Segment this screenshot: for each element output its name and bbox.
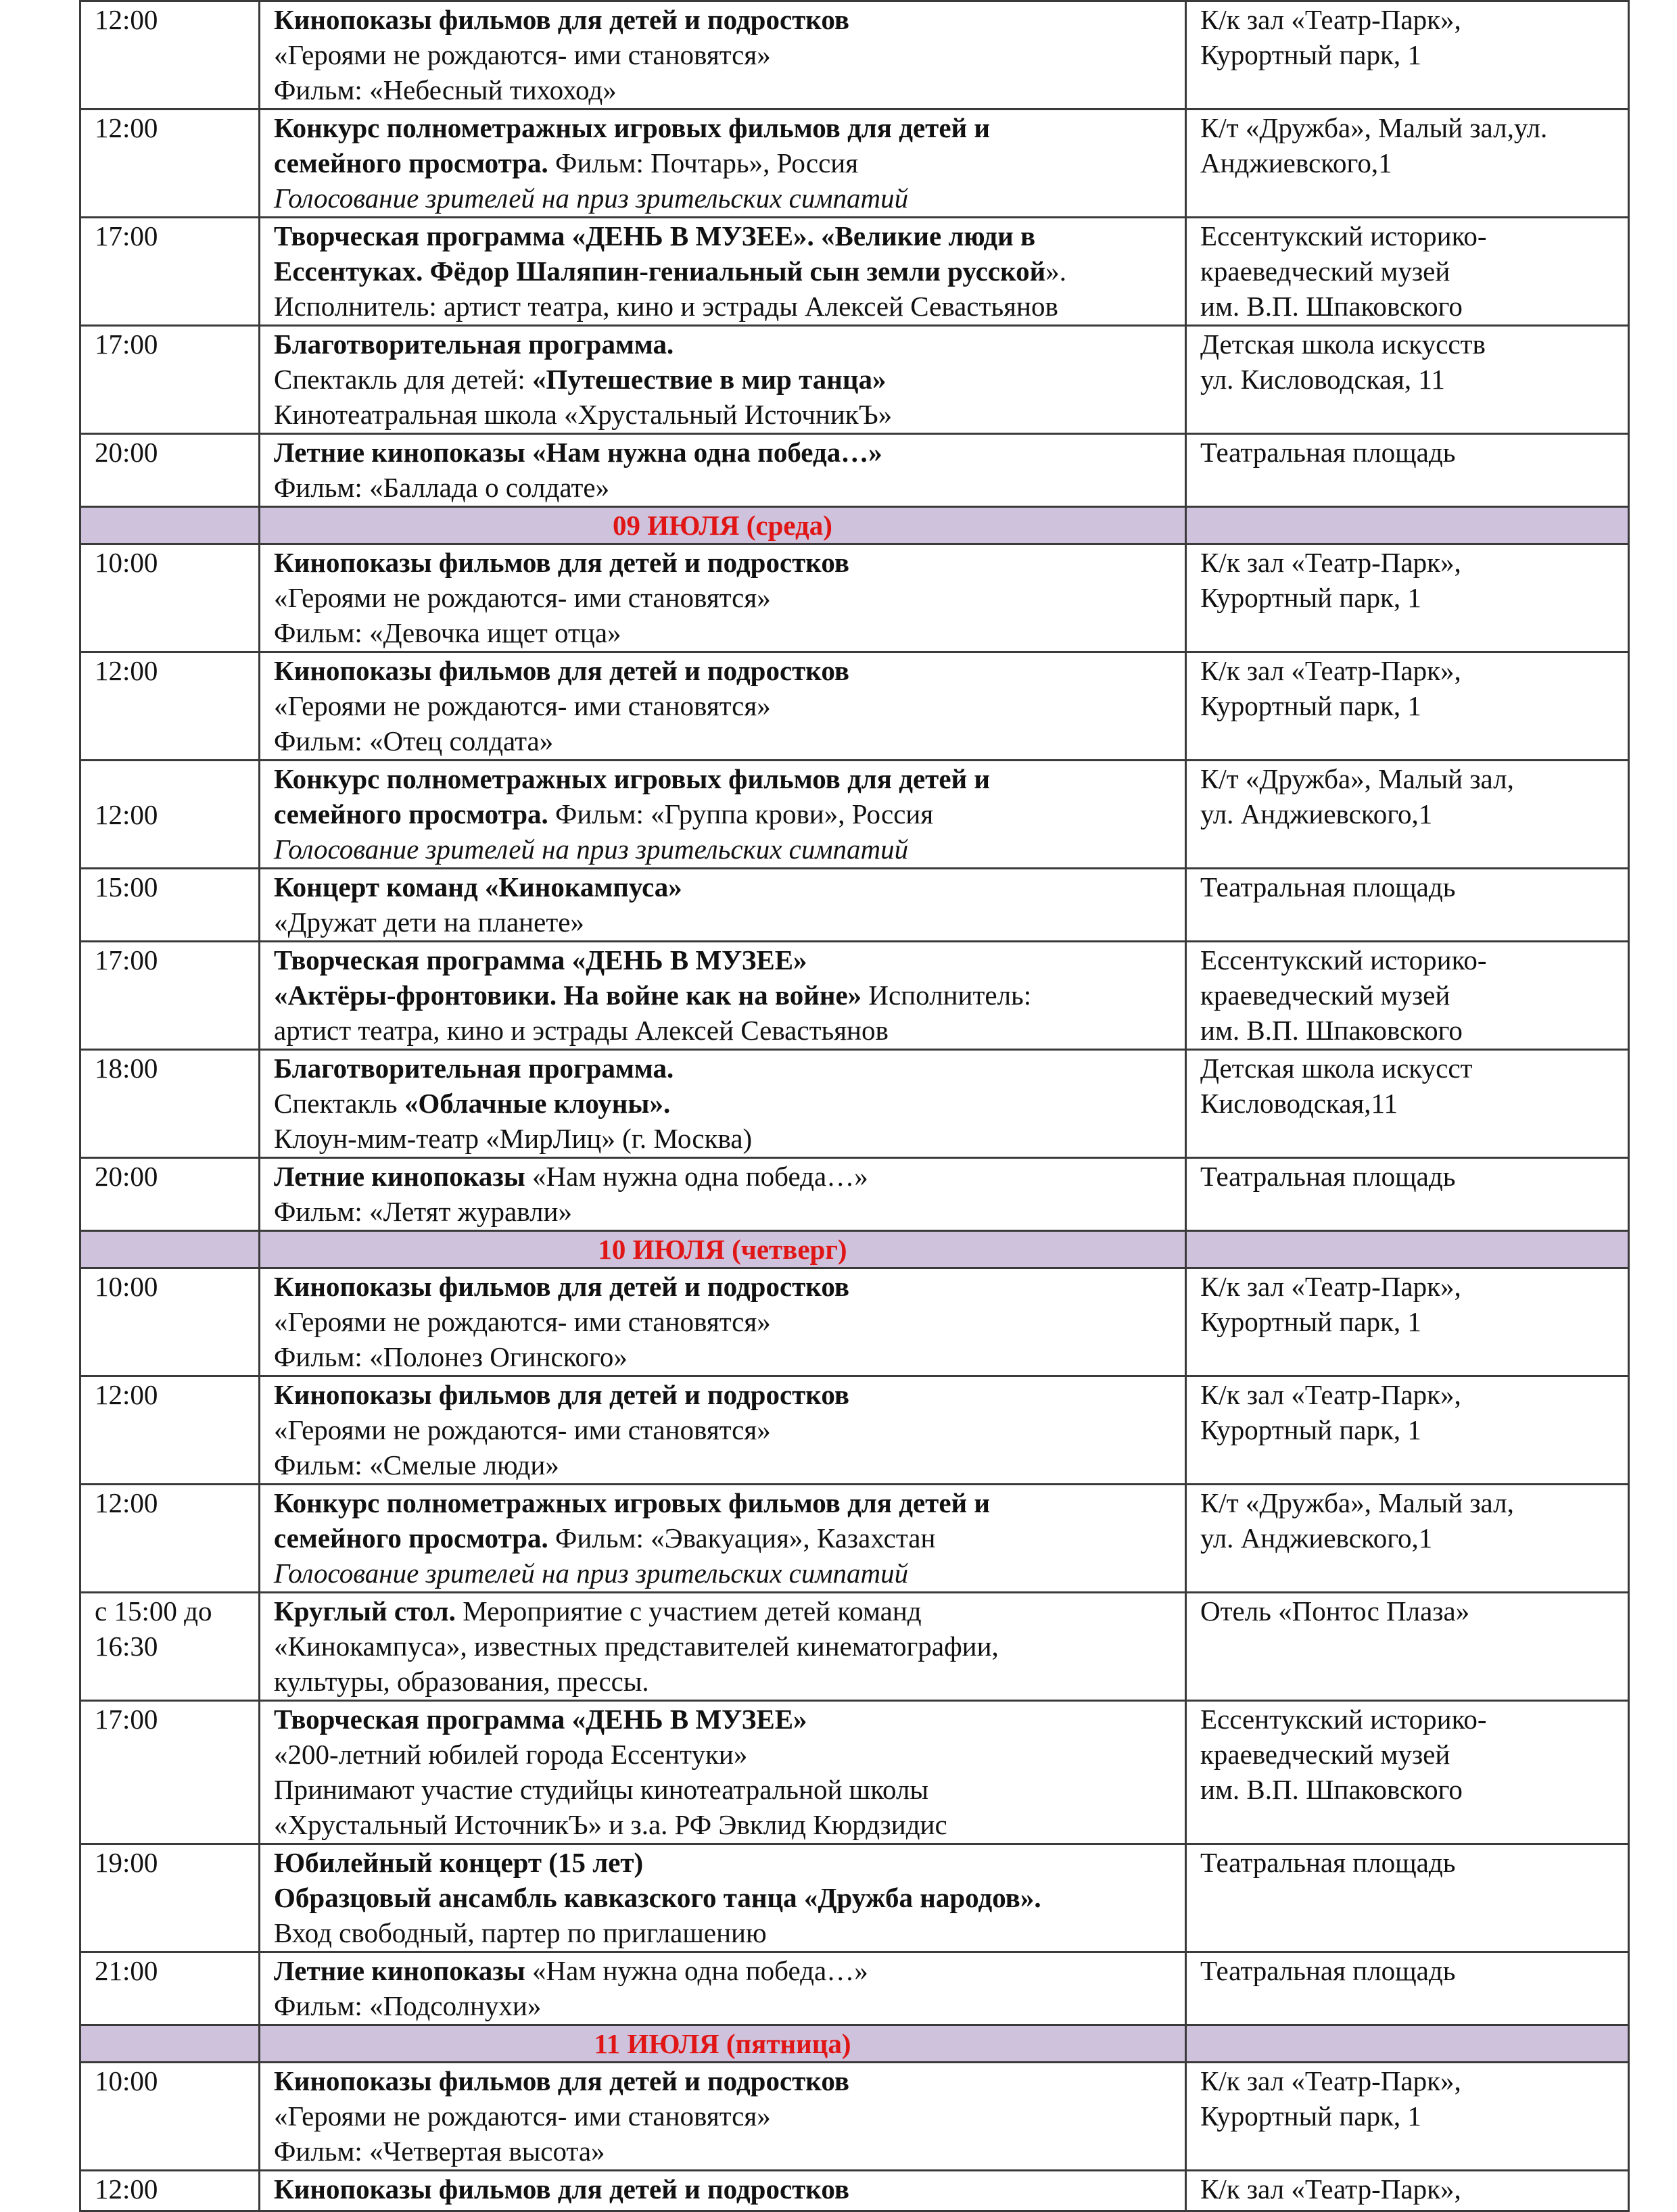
event-line [274, 1807, 1185, 1842]
event-venue-line: Курортный парк, 1 [1200, 1306, 1421, 1337]
event-text: Кинопоказы фильмов для детей и подростков [274, 547, 849, 578]
day-header-title: 09 ИЮЛЯ (среда) [260, 507, 1186, 544]
event-venue [1186, 110, 1629, 218]
event-time [80, 1376, 260, 1485]
event-text: Кинопоказы фильмов для детей и подростков [274, 1271, 849, 1302]
schedule-row [80, 1268, 1629, 1376]
event-venue-line: им. В.П. Шпаковского [1200, 291, 1463, 322]
event-time-value: 20:00 [95, 437, 158, 468]
event-text: Творческая программа «ДЕНЬ В МУЗЕЕ». «Великие люди в [274, 220, 1036, 251]
event-venue [1186, 218, 1629, 326]
event-text: Ессентуках. Фёдор Шаляпин-гениальный сын земли русской [274, 256, 1046, 287]
event-line [274, 796, 1185, 832]
event-description [260, 326, 1186, 434]
event-line [274, 1304, 1185, 1339]
event-text: Голосование зрителей на приз зрительских симпатий [274, 183, 909, 214]
event-text: Кинотеатральная школа «Хрустальный ИсточникЪ» [274, 399, 893, 430]
event-line [274, 1988, 1185, 2023]
event-text: культуры, образования, прессы. [274, 1666, 649, 1697]
event-line [274, 1051, 1185, 1086]
event-line [274, 653, 1185, 688]
schedule-row [80, 544, 1629, 652]
schedule-row [80, 2063, 1629, 2171]
event-venue [1186, 1952, 1629, 2025]
event-line [274, 1194, 1185, 1229]
schedule-page [79, 0, 1628, 2212]
event-venue-line: К/т «Дружба», Малый зал,ул. [1200, 112, 1548, 143]
schedule-row [80, 1593, 1629, 1701]
event-venue-line: Театральная площадь [1200, 871, 1456, 903]
event-venue [1186, 2171, 1629, 2211]
event-time-value: 18:00 [95, 1053, 158, 1084]
event-venue [1186, 761, 1629, 869]
day-header-title: 11 ИЮЛЯ (пятница) [260, 2025, 1186, 2063]
event-text: Кинопоказы фильмов для детей и подростков [274, 1379, 849, 1410]
event-venue-line: Детская школа искусств [1200, 329, 1486, 360]
event-time [80, 652, 260, 761]
event-text: Летние кинопоказы [274, 1161, 525, 1192]
event-text: «Нам нужна одна победа…» [525, 1161, 868, 1192]
event-venue [1186, 2063, 1629, 2171]
event-line [274, 2098, 1185, 2134]
event-line [274, 869, 1185, 905]
event-line [274, 978, 1185, 1013]
event-text: Конкурс полнометражных игровых фильмов для детей и [274, 1487, 991, 1518]
event-line [274, 1159, 1185, 1194]
event-text: Конкурс полнометражных игровых фильмов для детей и [274, 112, 991, 143]
event-venue [1186, 1050, 1629, 1158]
event-time-value: 19:00 [95, 1847, 158, 1878]
event-venue-line: Театральная площадь [1200, 1161, 1456, 1192]
event-time [80, 1952, 260, 2025]
schedule-row [80, 1844, 1629, 1952]
event-time [80, 2063, 260, 2171]
event-venue-line: краеведческий музей [1200, 256, 1450, 287]
event-time-value: 17:00 [95, 944, 158, 976]
event-description [260, 218, 1186, 326]
event-line [274, 723, 1185, 759]
event-time [80, 544, 260, 652]
schedule-row [80, 1485, 1629, 1593]
event-venue-line: К/к зал «Театр-Парк», [1200, 1271, 1461, 1302]
schedule-row [80, 218, 1629, 326]
event-line [274, 327, 1185, 362]
event-description [260, 652, 1186, 761]
event-venue-line: Театральная площадь [1200, 437, 1456, 468]
event-text: Кинопоказы фильмов для детей и подростков [274, 2065, 849, 2096]
event-line [274, 1520, 1185, 1556]
event-line [274, 580, 1185, 615]
day-header-blank [1186, 2025, 1629, 2063]
event-line [274, 2063, 1185, 2098]
event-venue-line: Ессентукский историко- [1200, 944, 1487, 976]
event-text: артист театра, кино и эстрады Алексей Севастьянов [274, 1015, 889, 1046]
event-line [274, 1013, 1185, 1048]
event-text: «Дружат дети на планете» [274, 907, 584, 938]
event-line [274, 289, 1185, 324]
event-time [80, 1485, 260, 1593]
day-header-blank [1186, 1231, 1629, 1268]
event-time-value: 12:00 [95, 655, 158, 686]
event-venue-line: ул. Анджиевского,1 [1200, 1522, 1433, 1554]
event-text: «Героями не рождаются- ими становятся» [274, 39, 771, 70]
event-text: ». [1045, 256, 1066, 287]
event-line [274, 1121, 1185, 1156]
event-line [274, 2171, 1185, 2207]
event-venue-line: К/к зал «Театр-Парк», [1200, 547, 1461, 578]
event-line [274, 1447, 1185, 1483]
event-time-value: 12:00 [95, 4, 158, 35]
schedule-row [80, 1376, 1629, 1485]
event-time [80, 218, 260, 326]
event-text: «Путешествие в мир танца» [532, 364, 887, 395]
event-text: Творческая программа «ДЕНЬ В МУЗЕЕ» [274, 944, 807, 976]
event-line [274, 181, 1185, 216]
event-line [274, 832, 1185, 867]
event-time-value: 15:00 [95, 871, 158, 903]
schedule-row [80, 110, 1629, 218]
event-venue-line: ул. Анджиевского,1 [1200, 798, 1433, 830]
event-time [80, 869, 260, 942]
schedule-row [80, 2171, 1629, 2211]
event-time [80, 1268, 260, 1376]
event-text: Принимают участие студийцы кинотеатральной школы [274, 1774, 929, 1805]
schedule-row [80, 869, 1629, 942]
event-description [260, 2063, 1186, 2171]
event-text: Спектакль [274, 1088, 404, 1119]
event-venue [1186, 1268, 1629, 1376]
event-text: семейного просмотра. [274, 1522, 548, 1554]
event-text: «Хрустальный ИсточникЪ» и з.а. РФ Эвклид Кюрдзидис [274, 1809, 947, 1840]
event-venue [1186, 652, 1629, 761]
event-line [274, 1772, 1185, 1807]
event-text: семейного просмотра. [274, 147, 548, 178]
event-time-value: 17:00 [95, 220, 158, 251]
day-header-blank [80, 1231, 260, 1268]
event-description [260, 1593, 1186, 1701]
event-text: Голосование зрителей на приз зрительских симпатий [274, 1558, 909, 1589]
day-header-row [80, 1231, 1629, 1268]
event-text: Благотворительная программа. [274, 329, 674, 360]
event-text: Концерт команд «Кинокампуса» [274, 871, 682, 903]
event-text: Спектакль для детей: [274, 364, 532, 395]
event-time-value: 17:00 [95, 329, 158, 360]
event-time-value: 10:00 [95, 2065, 158, 2096]
event-text: Фильм: «Подсолнухи» [274, 1990, 542, 2021]
event-venue [1186, 1376, 1629, 1485]
event-text: Юбилейный концерт (15 лет) [274, 1847, 644, 1878]
event-text: Кинопоказы фильмов для детей и подростков [274, 4, 849, 35]
event-time [80, 110, 260, 218]
event-line [274, 942, 1185, 978]
event-description [260, 1844, 1186, 1952]
event-description [260, 1050, 1186, 1158]
event-description [260, 942, 1186, 1050]
schedule-row [80, 652, 1629, 761]
schedule-table [79, 0, 1630, 2212]
event-venue [1186, 326, 1629, 434]
event-line [274, 761, 1185, 796]
event-venue-line: К/к зал «Театр-Парк», [1200, 4, 1461, 35]
event-time [80, 2171, 260, 2211]
schedule-row [80, 1952, 1629, 2025]
event-time [80, 761, 260, 869]
event-text: «Героями не рождаются- ими становятся» [274, 1306, 771, 1337]
event-time [80, 1158, 260, 1231]
event-venue-line: К/т «Дружба», Малый зал, [1200, 763, 1514, 794]
schedule-row [80, 434, 1629, 507]
day-header-blank [80, 2025, 260, 2063]
event-venue-line: Анджиевского,1 [1200, 147, 1392, 178]
event-line [274, 1593, 1185, 1629]
event-description [260, 110, 1186, 218]
event-line [274, 37, 1185, 72]
event-line [274, 1880, 1185, 1915]
event-line [274, 1377, 1185, 1412]
event-venue-line: им. В.П. Шпаковского [1200, 1015, 1463, 1046]
schedule-row [80, 326, 1629, 434]
event-text: «Героями не рождаются- ими становятся» [274, 582, 771, 613]
event-text: Кинопоказы фильмов для детей и подростков [274, 2173, 849, 2205]
event-venue-line: Ессентукский историко- [1200, 220, 1487, 251]
event-time [80, 1701, 260, 1844]
event-line [274, 1702, 1185, 1737]
event-text: Фильм: «Эвакуация», Казахстан [548, 1522, 936, 1554]
event-text: «Кинокампуса», известных представителей кинематографии, [274, 1631, 999, 1662]
event-text: Фильм: «Полонез Огинского» [274, 1341, 628, 1372]
event-text: Фильм: «Девочка ищет отца» [274, 617, 621, 648]
event-text: Исполнитель: [861, 980, 1032, 1011]
event-time-value: 10:00 [95, 547, 158, 578]
event-time-value: 12:00 [95, 2173, 158, 2205]
event-line [274, 1953, 1185, 1988]
event-venue-line: К/к зал «Театр-Парк», [1200, 2173, 1461, 2205]
event-text: Круглый стол. [274, 1595, 456, 1627]
event-line [274, 362, 1185, 397]
event-text: Фильм: «Летят журавли» [274, 1196, 572, 1227]
event-text: Фильм: «Смелые люди» [274, 1449, 559, 1481]
event-line [274, 397, 1185, 432]
event-venue [1186, 1701, 1629, 1844]
event-time-value: 20:00 [95, 1161, 158, 1192]
event-description [260, 1158, 1186, 1231]
event-line [274, 470, 1185, 505]
event-line [274, 1915, 1185, 1950]
event-time [80, 942, 260, 1050]
schedule-row [80, 942, 1629, 1050]
event-line [274, 145, 1185, 181]
event-venue-line: К/к зал «Театр-Парк», [1200, 655, 1461, 686]
event-text: Летние кинопоказы [274, 1955, 525, 1986]
event-text: Мероприятие с участием детей команд [455, 1595, 922, 1627]
event-text: Исполнитель: артист театра, кино и эстрады Алексей Севастьянов [274, 291, 1058, 322]
event-venue-line: краеведческий музей [1200, 1739, 1450, 1770]
event-line [274, 72, 1185, 107]
event-time [80, 1593, 260, 1701]
event-text: Благотворительная программа. [274, 1053, 674, 1084]
schedule-row [80, 1158, 1629, 1231]
event-line [274, 1485, 1185, 1520]
event-line [274, 1664, 1185, 1699]
event-description [260, 1268, 1186, 1376]
day-header-row [80, 507, 1629, 544]
event-line [274, 1629, 1185, 1664]
event-time [80, 1844, 260, 1952]
event-venue [1186, 1593, 1629, 1701]
event-time-value: 12:00 [95, 1379, 158, 1410]
event-text: Фильм: «Отец солдата» [274, 725, 554, 756]
event-text: Фильм: «Небесный тихоход» [274, 74, 617, 105]
event-line [274, 435, 1185, 470]
event-venue [1186, 942, 1629, 1050]
event-time-value: 21:00 [95, 1955, 158, 1986]
event-time-line: 16:30 [95, 1631, 158, 1662]
event-line [274, 2134, 1185, 2169]
event-text: Творческая программа «ДЕНЬ В МУЗЕЕ» [274, 1704, 807, 1735]
event-text: Фильм: «Четвертая высота» [274, 2136, 605, 2167]
event-line [274, 1737, 1185, 1772]
event-text: Вход свободный, партер по приглашению [274, 1917, 767, 1948]
event-venue [1186, 1844, 1629, 1952]
event-venue-line: краеведческий музей [1200, 980, 1450, 1011]
event-text: Голосование зрителей на приз зрительских симпатий [274, 834, 909, 865]
event-line [274, 1269, 1185, 1304]
event-text: «Нам нужна одна победа…» [525, 1955, 868, 1986]
event-text: «Героями не рождаются- ими становятся» [274, 2100, 771, 2132]
event-venue-line: Курортный парк, 1 [1200, 582, 1421, 613]
event-venue-line: Отель «Понтос Плаза» [1200, 1595, 1470, 1627]
schedule-row [80, 1701, 1629, 1844]
event-text: Конкурс полнометражных игровых фильмов для детей и [274, 763, 991, 794]
event-venue [1186, 1158, 1629, 1231]
day-header-row [80, 2025, 1629, 2063]
event-venue-line: Кисловодская,11 [1200, 1088, 1398, 1119]
day-header-title: 10 ИЮЛЯ (четверг) [260, 1231, 1186, 1268]
event-venue [1186, 1, 1629, 110]
event-description [260, 1952, 1186, 2025]
event-venue-line: ул. Кисловодская, 11 [1200, 364, 1445, 395]
event-venue-line: им. В.П. Шпаковского [1200, 1774, 1463, 1805]
schedule-rows [80, 1, 1629, 2211]
event-description [260, 2171, 1186, 2211]
event-venue-line: Курортный парк, 1 [1200, 39, 1421, 70]
schedule-row [80, 1, 1629, 110]
event-venue-line: Детская школа искусст [1200, 1053, 1473, 1084]
event-line [274, 1845, 1185, 1880]
event-line [274, 110, 1185, 145]
event-text: «Облачные клоуны». [404, 1088, 671, 1119]
event-text: Фильм: Почтарь», Россия [548, 147, 859, 178]
event-time [80, 1, 260, 110]
event-venue-line: Курортный парк, 1 [1200, 2100, 1421, 2132]
event-venue-line: К/к зал «Театр-Парк», [1200, 1379, 1461, 1410]
event-description [260, 1376, 1186, 1485]
event-time-value: 17:00 [95, 1704, 158, 1735]
event-line [274, 905, 1185, 940]
schedule-row [80, 1050, 1629, 1158]
event-time-value: 10:00 [95, 1271, 158, 1302]
event-description [260, 869, 1186, 942]
event-line [274, 254, 1185, 289]
event-time [80, 326, 260, 434]
event-venue-line: К/т «Дружба», Малый зал, [1200, 1487, 1514, 1518]
day-header-blank [1186, 507, 1629, 544]
event-description [260, 1701, 1186, 1844]
event-time-line: с 15:00 до [95, 1595, 212, 1627]
event-venue [1186, 1485, 1629, 1593]
schedule-row [80, 761, 1629, 869]
event-time-value: 12:00 [95, 112, 158, 143]
event-line [274, 2, 1185, 37]
event-text: Летние кинопоказы «Нам нужна одна победа…» [274, 437, 882, 468]
event-line [274, 1412, 1185, 1447]
event-line [274, 1086, 1185, 1121]
event-time-value: 12:00 [95, 798, 158, 830]
event-venue-line: Театральная площадь [1200, 1847, 1456, 1878]
event-description [260, 761, 1186, 869]
event-description [260, 1, 1186, 110]
event-line [274, 1339, 1185, 1374]
event-venue-line: Театральная площадь [1200, 1955, 1456, 1986]
event-text: «Героями не рождаются- ими становятся» [274, 690, 771, 721]
event-venue [1186, 434, 1629, 507]
event-line [274, 615, 1185, 650]
event-line [274, 218, 1185, 254]
event-text: Фильм: «Группа крови», Россия [548, 798, 934, 830]
event-venue-line: Ессентукский историко- [1200, 1704, 1487, 1735]
event-time [80, 1050, 260, 1158]
event-text: «Героями не рождаются- ими становятся» [274, 1414, 771, 1445]
event-time [80, 434, 260, 507]
event-description [260, 434, 1186, 507]
event-line [274, 1556, 1185, 1591]
event-venue-line: К/к зал «Театр-Парк», [1200, 2065, 1461, 2096]
event-line [274, 545, 1185, 580]
event-venue [1186, 869, 1629, 942]
event-text: семейного просмотра. [274, 798, 548, 830]
event-description [260, 544, 1186, 652]
event-text: Кинопоказы фильмов для детей и подростков [274, 655, 849, 686]
event-venue-line: Курортный парк, 1 [1200, 690, 1421, 721]
event-text: Клоун-мим-театр «МирЛиц» (г. Москва) [274, 1123, 753, 1154]
event-description [260, 1485, 1186, 1593]
event-line [274, 688, 1185, 723]
event-text: Фильм: «Баллада о солдате» [274, 472, 610, 503]
day-header-blank [80, 507, 260, 544]
event-text: Образцовый ансамбль кавказского танца «Дружба народов». [274, 1882, 1041, 1913]
event-venue-line: Курортный парк, 1 [1200, 1414, 1421, 1445]
event-venue [1186, 544, 1629, 652]
event-text: «200-летний юбилей города Ессентуки» [274, 1739, 748, 1770]
event-time-value: 12:00 [95, 1487, 158, 1518]
event-text: «Актёры-фронтовики. На войне как на войне» [274, 980, 862, 1011]
